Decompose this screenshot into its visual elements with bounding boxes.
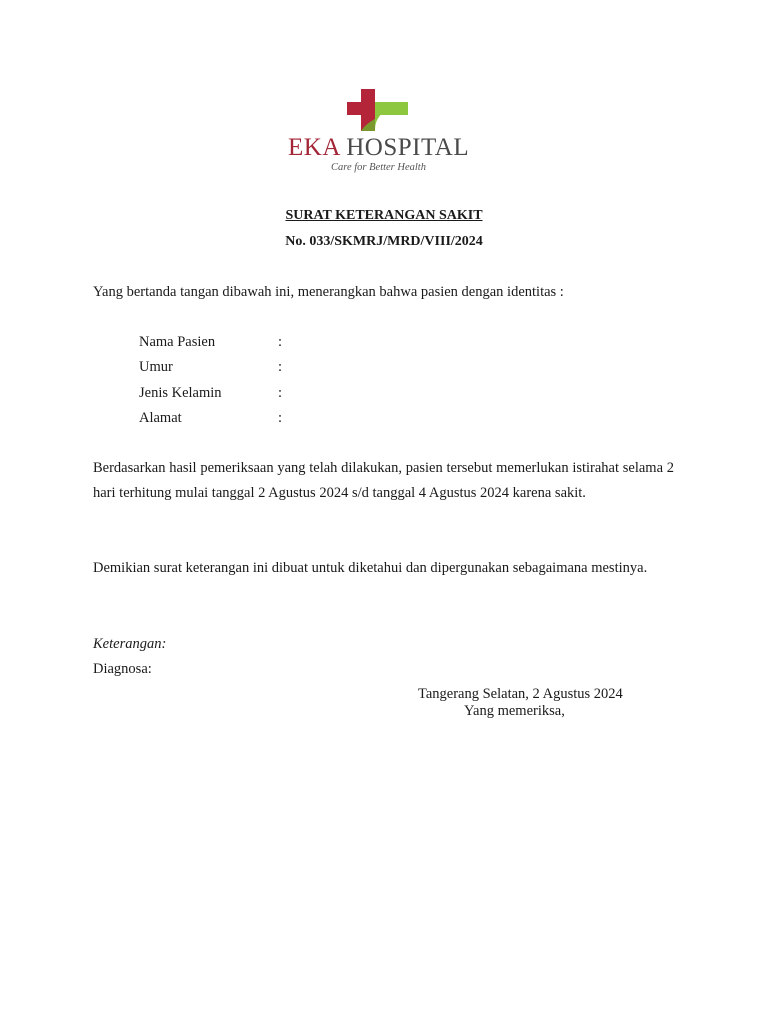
field-label: Umur xyxy=(139,359,173,376)
field-colon: : xyxy=(278,410,283,427)
field-label: Jenis Kelamin xyxy=(139,384,222,401)
patient-identity-fields xyxy=(139,332,298,434)
intro-text: Yang bertanda tangan dibawah ini, menerangkan bahwa pasien dengan identitas : xyxy=(93,284,564,300)
notes-label: Keterangan: xyxy=(93,636,167,652)
field-row-nama-pasien xyxy=(139,332,298,357)
field-colon: : xyxy=(278,334,283,350)
field-label: Nama Pasien xyxy=(139,334,216,350)
medical-cross-icon xyxy=(288,86,484,134)
place-date: Tangerang Selatan, 2 Agustus 2024 xyxy=(418,686,623,702)
hospital-tagline: Care for Better Health xyxy=(331,162,426,173)
rest-recommendation-paragraph: Berdasarkan hasil pemeriksaan yang telah dilakukan, pasien tersebut memerlukan istirahat selama 2 hari terhitung mulai tanggal 2 Agustus 2024 s/d tanggal 4 Agustus 2024 karena sakit. xyxy=(93,460,674,502)
field-row-umur xyxy=(139,357,298,382)
field-colon: : xyxy=(278,384,283,401)
document-number: No. 033/SKMRJ/MRD/VIII/2024 xyxy=(285,234,483,249)
diagnosis-label: Diagnosa: xyxy=(93,661,152,677)
hospital-logo xyxy=(288,86,484,180)
hospital-name xyxy=(288,134,484,162)
document-title: SURAT KETERANGAN SAKIT xyxy=(285,208,483,223)
field-label: Alamat xyxy=(139,410,182,427)
brand-hospital: HOSPITAL xyxy=(346,134,470,161)
field-row-alamat xyxy=(139,408,298,433)
field-colon: : xyxy=(278,359,283,376)
examiner-label: Yang memeriksa, xyxy=(464,703,565,719)
brand-eka: EKA xyxy=(288,134,340,161)
field-row-jenis-kelamin xyxy=(139,383,298,408)
closing-paragraph: Demikian surat keterangan ini dibuat untuk diketahui dan dipergunakan sebagaimana mestinya. xyxy=(93,560,648,576)
